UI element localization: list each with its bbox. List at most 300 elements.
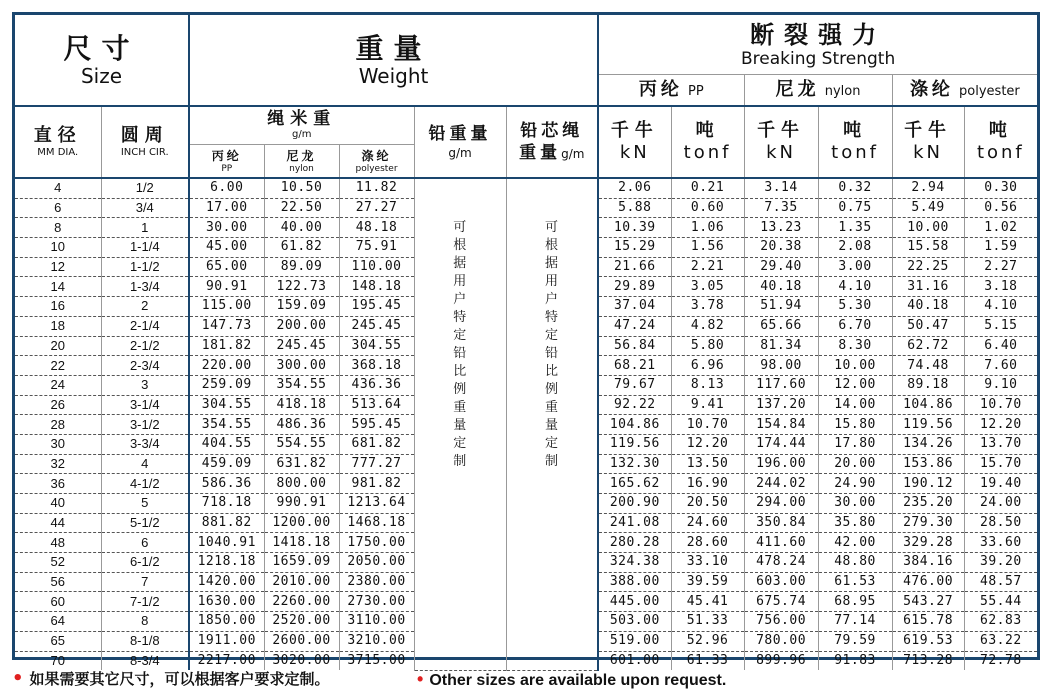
cell-polyester-ton: 13.70 — [964, 434, 1037, 454]
lead-core-title-cn: 铅芯绳 — [520, 121, 584, 141]
cell-pp-ton: 33.10 — [671, 553, 744, 573]
cell-weight-polyester: 981.82 — [339, 474, 414, 494]
cell-nylon-kn: 29.40 — [744, 257, 818, 277]
cell-pp-ton: 12.20 — [671, 434, 744, 454]
weight-header-cell — [189, 15, 598, 106]
cell-pp-ton: 0.60 — [671, 198, 744, 218]
cell-polyester-ton: 9.10 — [964, 375, 1037, 395]
cell-weight-polyester: 513.64 — [339, 395, 414, 415]
cell-pp-ton: 4.82 — [671, 316, 744, 336]
cell-nylon-ton: 10.00 — [818, 356, 892, 376]
cir-title-en: INCH CIR. — [120, 147, 169, 158]
cell-pp-kn: 21.66 — [598, 257, 671, 277]
pp-ton-cn: 吨 — [695, 120, 720, 141]
cell-weight-nylon: 1659.09 — [264, 553, 339, 573]
cell-weight-pp: 6.00 — [189, 178, 264, 198]
cell-dia: 10 — [15, 238, 101, 258]
cell-dia: 70 — [50, 652, 65, 668]
cell-pp-ton: 13.50 — [671, 454, 744, 474]
cell-nylon-kn: 3.14 — [744, 178, 818, 198]
cell-cir: 4 — [101, 454, 189, 474]
cell-polyester-ton: 0.56 — [964, 198, 1037, 218]
cell-weight-pp: 1040.91 — [189, 533, 264, 553]
rope-weight-title-cn: 绳米重 — [267, 109, 337, 130]
cell-weight-pp: 354.55 — [189, 415, 264, 435]
cell-pp-ton: 28.60 — [671, 533, 744, 553]
cell-weight-nylon: 800.00 — [264, 474, 339, 494]
cell-nylon-ton: 12.00 — [818, 375, 892, 395]
cell-nylon-kn: 13.23 — [744, 218, 818, 238]
cell-weight-polyester: 11.82 — [339, 178, 414, 198]
lead-weight-title-cn: 铅重量 — [428, 124, 492, 144]
cell-nylon-kn: 478.24 — [744, 553, 818, 573]
cell-weight-nylon: 122.73 — [264, 277, 339, 297]
sub-nylon-header — [264, 144, 339, 178]
footer-notes — [12, 668, 1042, 690]
polyester-ton-header — [964, 106, 1037, 178]
pp-ton-header — [671, 106, 744, 178]
dia-header — [15, 106, 101, 178]
cell-cir: 7 — [101, 572, 189, 592]
cell-pp-ton: 45.41 — [671, 592, 744, 612]
cell-pp-kn: 10.39 — [598, 218, 671, 238]
lead-core-note — [506, 178, 598, 670]
cell-weight-polyester: 304.55 — [339, 336, 414, 356]
cell-dia: 8 — [15, 218, 101, 238]
cell-nylon-kn: 98.00 — [744, 356, 818, 376]
weight-title-en: Weight — [358, 64, 429, 88]
breaking-header-cell — [598, 15, 1037, 74]
cell-pp-kn: 241.08 — [598, 513, 671, 533]
cell-nylon-ton: 14.00 — [818, 395, 892, 415]
cell-cir: 6-1/2 — [101, 553, 189, 573]
cell-pp-ton: 61.33 — [671, 651, 744, 670]
cell-weight-nylon: 10.50 — [264, 178, 339, 198]
cell-dia: 32 — [15, 454, 101, 474]
cell-polyester-kn: 329.28 — [892, 533, 964, 553]
cell-weight-pp: 1218.18 — [189, 553, 264, 573]
cell-polyester-ton: 6.40 — [964, 336, 1037, 356]
cell-nylon-ton: 20.00 — [818, 454, 892, 474]
cell-polyester-kn: 40.18 — [892, 297, 964, 317]
cell-polyester-ton: 39.20 — [964, 553, 1037, 573]
cell-weight-polyester: 1750.00 — [339, 533, 414, 553]
cell-polyester-kn: 50.47 — [892, 316, 964, 336]
sub-pp-cn: 丙纶 — [211, 149, 242, 164]
material-polyester-header — [892, 74, 1037, 106]
cell-nylon-ton: 77.14 — [818, 612, 892, 632]
polyester-kn-header — [892, 106, 964, 178]
material-pp-cn: 丙纶 — [638, 78, 683, 100]
cell-pp-ton: 16.90 — [671, 474, 744, 494]
cell-weight-polyester: 1468.18 — [339, 513, 414, 533]
cell-nylon-ton: 42.00 — [818, 533, 892, 553]
nylon-ton-en: tonf — [831, 142, 879, 163]
pp-kn-cn: 千牛 — [610, 120, 659, 141]
cell-nylon-kn: 756.00 — [744, 612, 818, 632]
cell-weight-polyester: 2380.00 — [339, 572, 414, 592]
cell-pp-ton: 51.33 — [671, 612, 744, 632]
cell-nylon-ton: 79.59 — [818, 631, 892, 651]
cell-cir: 2-1/2 — [101, 336, 189, 356]
cell-polyester-kn: 476.00 — [892, 572, 964, 592]
cell-weight-nylon: 1200.00 — [264, 513, 339, 533]
cell-pp-ton: 52.96 — [671, 631, 744, 651]
rope-weight-unit: g/m — [292, 129, 312, 141]
cell-cir: 4-1/2 — [101, 474, 189, 494]
cell-nylon-kn: 244.02 — [744, 474, 818, 494]
cell-dia: 30 — [15, 434, 101, 454]
cell-weight-polyester: 595.45 — [339, 415, 414, 435]
dia-title-en: MM DIA. — [37, 147, 79, 158]
cell-weight-nylon: 1418.18 — [264, 533, 339, 553]
cell-polyester-kn: 713.28 — [892, 651, 964, 670]
cell-nylon-kn: 20.38 — [744, 238, 818, 258]
sub-polyester-header — [339, 144, 414, 178]
cell-weight-polyester: 2730.00 — [339, 592, 414, 612]
material-nylon-en: nylon — [824, 83, 861, 99]
cell-weight-polyester: 148.18 — [339, 277, 414, 297]
cell-polyester-ton: 62.83 — [964, 612, 1037, 632]
cell-weight-pp: 1420.00 — [189, 572, 264, 592]
cell-dia: 60 — [15, 592, 101, 612]
cell-pp-ton: 9.41 — [671, 395, 744, 415]
cell-polyester-ton: 0.30 — [964, 178, 1037, 198]
cell-polyester-kn: 104.86 — [892, 395, 964, 415]
cir-header — [101, 106, 189, 178]
cell-nylon-ton: 91.83 — [818, 651, 892, 670]
cell-weight-nylon: 22.50 — [264, 198, 339, 218]
cell-nylon-ton: 3.00 — [818, 257, 892, 277]
cell-cir: 1-3/4 — [101, 277, 189, 297]
cell-weight-polyester: 3210.00 — [339, 631, 414, 651]
nylon-ton-header — [818, 106, 892, 178]
nylon-kn-en: kN — [766, 142, 796, 163]
cell-weight-polyester: 3110.00 — [339, 612, 414, 632]
sub-nylon-cn: 尼龙 — [286, 149, 317, 164]
cell-polyester-ton: 55.44 — [964, 592, 1037, 612]
cell-weight-pp: 304.55 — [189, 395, 264, 415]
polyester-kn-en: kN — [913, 142, 943, 163]
cell-polyester-ton: 15.70 — [964, 454, 1037, 474]
cell-polyester-kn: 62.72 — [892, 336, 964, 356]
size-title-en: Size — [80, 64, 123, 88]
cell-dia: 24 — [15, 375, 101, 395]
cell-nylon-kn: 780.00 — [744, 631, 818, 651]
cell-polyester-kn: 10.00 — [892, 218, 964, 238]
cell-polyester-ton: 5.15 — [964, 316, 1037, 336]
cell-dia: 20 — [15, 336, 101, 356]
cell-nylon-ton: 17.80 — [818, 434, 892, 454]
cell-dia: 26 — [15, 395, 101, 415]
cell-pp-kn: 92.22 — [598, 395, 671, 415]
cell-weight-polyester: 777.27 — [339, 454, 414, 474]
cell-pp-kn: 601.00 — [598, 651, 671, 670]
cell-cir: 2-1/4 — [101, 316, 189, 336]
cell-cir: 1-1/4 — [101, 238, 189, 258]
cell-weight-pp: 115.00 — [189, 297, 264, 317]
cell-weight-polyester: 681.82 — [339, 434, 414, 454]
cell-weight-polyester: 436.36 — [339, 375, 414, 395]
sub-pp-en: PP — [221, 164, 233, 175]
nylon-kn-cn: 千牛 — [757, 120, 806, 141]
weight-title-cn: 重量 — [355, 32, 432, 65]
cell-cir: 3-3/4 — [101, 434, 189, 454]
cell-dia: 22 — [15, 356, 101, 376]
cell-pp-kn: 79.67 — [598, 375, 671, 395]
cell-polyester-kn: 31.16 — [892, 277, 964, 297]
material-pp-en: PP — [688, 83, 704, 99]
cell-cir: 3 — [101, 375, 189, 395]
cell-nylon-kn: 7.35 — [744, 198, 818, 218]
cell-nylon-kn: 65.66 — [744, 316, 818, 336]
cell-cir: 1 — [101, 218, 189, 238]
polyester-ton-en: tonf — [976, 142, 1025, 163]
cell-pp-kn: 104.86 — [598, 415, 671, 435]
cell-weight-nylon: 300.00 — [264, 356, 339, 376]
cell-polyester-ton: 63.22 — [964, 631, 1037, 651]
sub-polyester-en: polyester — [355, 164, 398, 175]
cell-nylon-ton: 2.08 — [818, 238, 892, 258]
material-pp-header — [598, 74, 744, 106]
cell-weight-pp: 1911.00 — [189, 631, 264, 651]
cell-nylon-ton: 4.10 — [818, 277, 892, 297]
polyester-ton-cn: 吨 — [988, 120, 1013, 141]
cell-polyester-ton: 1.02 — [964, 218, 1037, 238]
cell-weight-pp: 1630.00 — [189, 592, 264, 612]
lead-core-unit: g/m — [561, 147, 585, 161]
cell-pp-ton: 5.80 — [671, 336, 744, 356]
cell-nylon-ton: 1.35 — [818, 218, 892, 238]
cell-dia: 36 — [15, 474, 101, 494]
cell-pp-ton: 1.56 — [671, 238, 744, 258]
material-polyester-cn: 涤纶 — [909, 78, 954, 100]
footer-note-en: Other sizes are available upon request. — [429, 672, 727, 689]
cell-nylon-kn: 40.18 — [744, 277, 818, 297]
bullet-icon: • — [12, 668, 24, 689]
lead-core-title-cn2: 重量 — [519, 143, 562, 163]
cell-polyester-ton: 3.18 — [964, 277, 1037, 297]
polyester-kn-cn: 千牛 — [904, 120, 953, 141]
lead-core-weight-header — [506, 106, 598, 178]
cell-dia: 28 — [15, 415, 101, 435]
cell-cir: 7-1/2 — [101, 592, 189, 612]
cell-weight-nylon: 159.09 — [264, 297, 339, 317]
cell-pp-kn: 165.62 — [598, 474, 671, 494]
cell-cir: 8-1/8 — [101, 631, 189, 651]
cell-weight-polyester: 110.00 — [339, 257, 414, 277]
cell-nylon-ton: 8.30 — [818, 336, 892, 356]
cell-pp-kn: 5.88 — [598, 198, 671, 218]
cell-cir: 3-1/2 — [101, 415, 189, 435]
cell-polyester-ton: 1.59 — [964, 238, 1037, 258]
cell-pp-kn: 15.29 — [598, 238, 671, 258]
cell-nylon-kn: 117.60 — [744, 375, 818, 395]
cell-weight-pp: 147.73 — [189, 316, 264, 336]
cell-nylon-ton: 30.00 — [818, 494, 892, 514]
cell-dia: 16 — [15, 297, 101, 317]
cell-weight-pp: 2217.00 — [189, 651, 264, 670]
cell-dia: 40 — [15, 494, 101, 514]
cell-pp-kn: 29.89 — [598, 277, 671, 297]
cell-dia: 64 — [15, 612, 101, 632]
rope-spec-table — [15, 15, 1037, 671]
cell-pp-ton: 8.13 — [671, 375, 744, 395]
cell-nylon-kn: 196.00 — [744, 454, 818, 474]
cell-weight-polyester: 48.18 — [339, 218, 414, 238]
cell-weight-polyester: 3715.00 — [339, 651, 414, 670]
cell-nylon-kn: 51.94 — [744, 297, 818, 317]
spec-table-frame — [12, 12, 1040, 668]
cell-weight-nylon: 486.36 — [264, 415, 339, 435]
sub-nylon-en: nylon — [289, 164, 314, 175]
cell-nylon-ton: 24.90 — [818, 474, 892, 494]
cell-polyester-kn: 190.12 — [892, 474, 964, 494]
cell-pp-kn: 68.21 — [598, 356, 671, 376]
cell-weight-pp: 1850.00 — [189, 612, 264, 632]
cell-pp-kn: 445.00 — [598, 592, 671, 612]
cell-pp-ton: 10.70 — [671, 415, 744, 435]
cell-weight-pp: 17.00 — [189, 198, 264, 218]
cell-weight-pp: 404.55 — [189, 434, 264, 454]
cell-nylon-ton: 61.53 — [818, 572, 892, 592]
cell-cir: 8 — [101, 612, 189, 632]
cell-weight-polyester: 27.27 — [339, 198, 414, 218]
material-polyester-en: polyester — [959, 83, 1020, 99]
cell-polyester-ton: 10.70 — [964, 395, 1037, 415]
cell-polyester-kn: 89.18 — [892, 375, 964, 395]
cell-weight-pp: 586.36 — [189, 474, 264, 494]
footer-note-en-wrap — [417, 668, 726, 692]
cell-weight-nylon: 2260.00 — [264, 592, 339, 612]
lead-weight-note — [414, 178, 506, 670]
lead-core-note-text: 可根据用户特定铅比例重量定制 — [545, 220, 559, 469]
cell-weight-pp: 65.00 — [189, 257, 264, 277]
cell-nylon-kn: 603.00 — [744, 572, 818, 592]
cell-nylon-kn: 294.00 — [744, 494, 818, 514]
cell-polyester-kn: 279.30 — [892, 513, 964, 533]
cell-polyester-kn: 74.48 — [892, 356, 964, 376]
cell-polyester-kn: 543.27 — [892, 592, 964, 612]
cell-weight-nylon: 89.09 — [264, 257, 339, 277]
cell-pp-ton: 0.21 — [671, 178, 744, 198]
dia-title-cn: 直径 — [33, 125, 82, 146]
cell-pp-kn: 519.00 — [598, 631, 671, 651]
cell-weight-nylon: 631.82 — [264, 454, 339, 474]
cell-cir: 3-1/4 — [101, 395, 189, 415]
cir-title-cn: 圆周 — [120, 125, 169, 146]
cell-pp-ton: 3.05 — [671, 277, 744, 297]
cell-nylon-ton: 0.32 — [818, 178, 892, 198]
cell-cir: 2-3/4 — [101, 356, 189, 376]
cell-weight-nylon: 990.91 — [264, 494, 339, 514]
cell-nylon-ton: 68.95 — [818, 592, 892, 612]
cell-polyester-kn: 384.16 — [892, 553, 964, 573]
cell-dia: 6 — [15, 198, 101, 218]
cell-polyester-kn: 134.26 — [892, 434, 964, 454]
cell-pp-kn: 47.24 — [598, 316, 671, 336]
cell-weight-nylon: 2520.00 — [264, 612, 339, 632]
cell-polyester-ton: 19.40 — [964, 474, 1037, 494]
cell-pp-kn: 280.28 — [598, 533, 671, 553]
lead-weight-unit: g/m — [448, 146, 472, 160]
cell-nylon-ton: 0.75 — [818, 198, 892, 218]
cell-weight-pp: 220.00 — [189, 356, 264, 376]
cell-cir: 1/2 — [101, 178, 189, 198]
cell-dia: 65 — [15, 631, 101, 651]
cell-weight-polyester: 2050.00 — [339, 553, 414, 573]
cell-cir: 5 — [101, 494, 189, 514]
cell-nylon-kn: 411.60 — [744, 533, 818, 553]
cell-pp-ton: 3.78 — [671, 297, 744, 317]
cell-polyester-kn: 119.56 — [892, 415, 964, 435]
cell-pp-kn: 388.00 — [598, 572, 671, 592]
cell-dia: 12 — [15, 257, 101, 277]
cell-pp-kn: 324.38 — [598, 553, 671, 573]
cell-polyester-kn: 153.86 — [892, 454, 964, 474]
cell-polyester-ton: 2.27 — [964, 257, 1037, 277]
cell-pp-kn: 200.90 — [598, 494, 671, 514]
cell-dia: 52 — [15, 553, 101, 573]
bullet-icon: • — [417, 669, 424, 689]
cell-nylon-ton: 6.70 — [818, 316, 892, 336]
cell-nylon-kn: 350.84 — [744, 513, 818, 533]
cell-pp-kn: 132.30 — [598, 454, 671, 474]
rope-weight-header — [189, 106, 414, 144]
cell-weight-pp: 718.18 — [189, 494, 264, 514]
cell-weight-polyester: 245.45 — [339, 316, 414, 336]
cell-polyester-ton: 12.20 — [964, 415, 1037, 435]
cell-weight-nylon: 2600.00 — [264, 631, 339, 651]
lead-weight-header — [414, 106, 506, 178]
cell-dia: 56 — [15, 572, 101, 592]
lead-weight-note-text: 可根据用户特定铅比例重量定制 — [453, 220, 467, 469]
cell-polyester-ton: 28.50 — [964, 513, 1037, 533]
sub-polyester-cn: 涤纶 — [361, 149, 392, 164]
size-title-cn: 尺寸 — [63, 32, 140, 65]
cell-weight-polyester: 195.45 — [339, 297, 414, 317]
footer-note-cn: 如果需要其它尺寸，可以根据客户要求定制。 — [29, 670, 330, 688]
pp-ton-en: tonf — [683, 142, 732, 163]
cell-dia: 14 — [15, 277, 101, 297]
cell-weight-pp: 181.82 — [189, 336, 264, 356]
cell-dia: 4 — [15, 178, 101, 198]
cell-polyester-ton: 4.10 — [964, 297, 1037, 317]
table-body — [15, 178, 1037, 670]
sub-pp-header — [189, 144, 264, 178]
cell-pp-ton: 20.50 — [671, 494, 744, 514]
cell-polyester-ton: 7.60 — [964, 356, 1037, 376]
cell-cir: 8-3/4 — [101, 651, 189, 670]
cell-polyester-ton: 72.78 — [964, 651, 1037, 670]
cell-dia: 44 — [15, 513, 101, 533]
table-row — [15, 178, 1037, 198]
cell-pp-ton: 1.06 — [671, 218, 744, 238]
cell-nylon-ton: 15.80 — [818, 415, 892, 435]
cell-weight-nylon: 245.45 — [264, 336, 339, 356]
cell-weight-nylon: 40.00 — [264, 218, 339, 238]
cell-polyester-kn: 5.49 — [892, 198, 964, 218]
cell-weight-nylon: 2010.00 — [264, 572, 339, 592]
cell-nylon-kn: 137.20 — [744, 395, 818, 415]
material-nylon-cn: 尼龙 — [775, 78, 820, 100]
cell-nylon-ton: 5.30 — [818, 297, 892, 317]
cell-cir: 3/4 — [101, 198, 189, 218]
cell-cir: 6 — [101, 533, 189, 553]
cell-polyester-kn: 15.58 — [892, 238, 964, 258]
cell-weight-pp: 259.09 — [189, 375, 264, 395]
cell-weight-nylon: 200.00 — [264, 316, 339, 336]
